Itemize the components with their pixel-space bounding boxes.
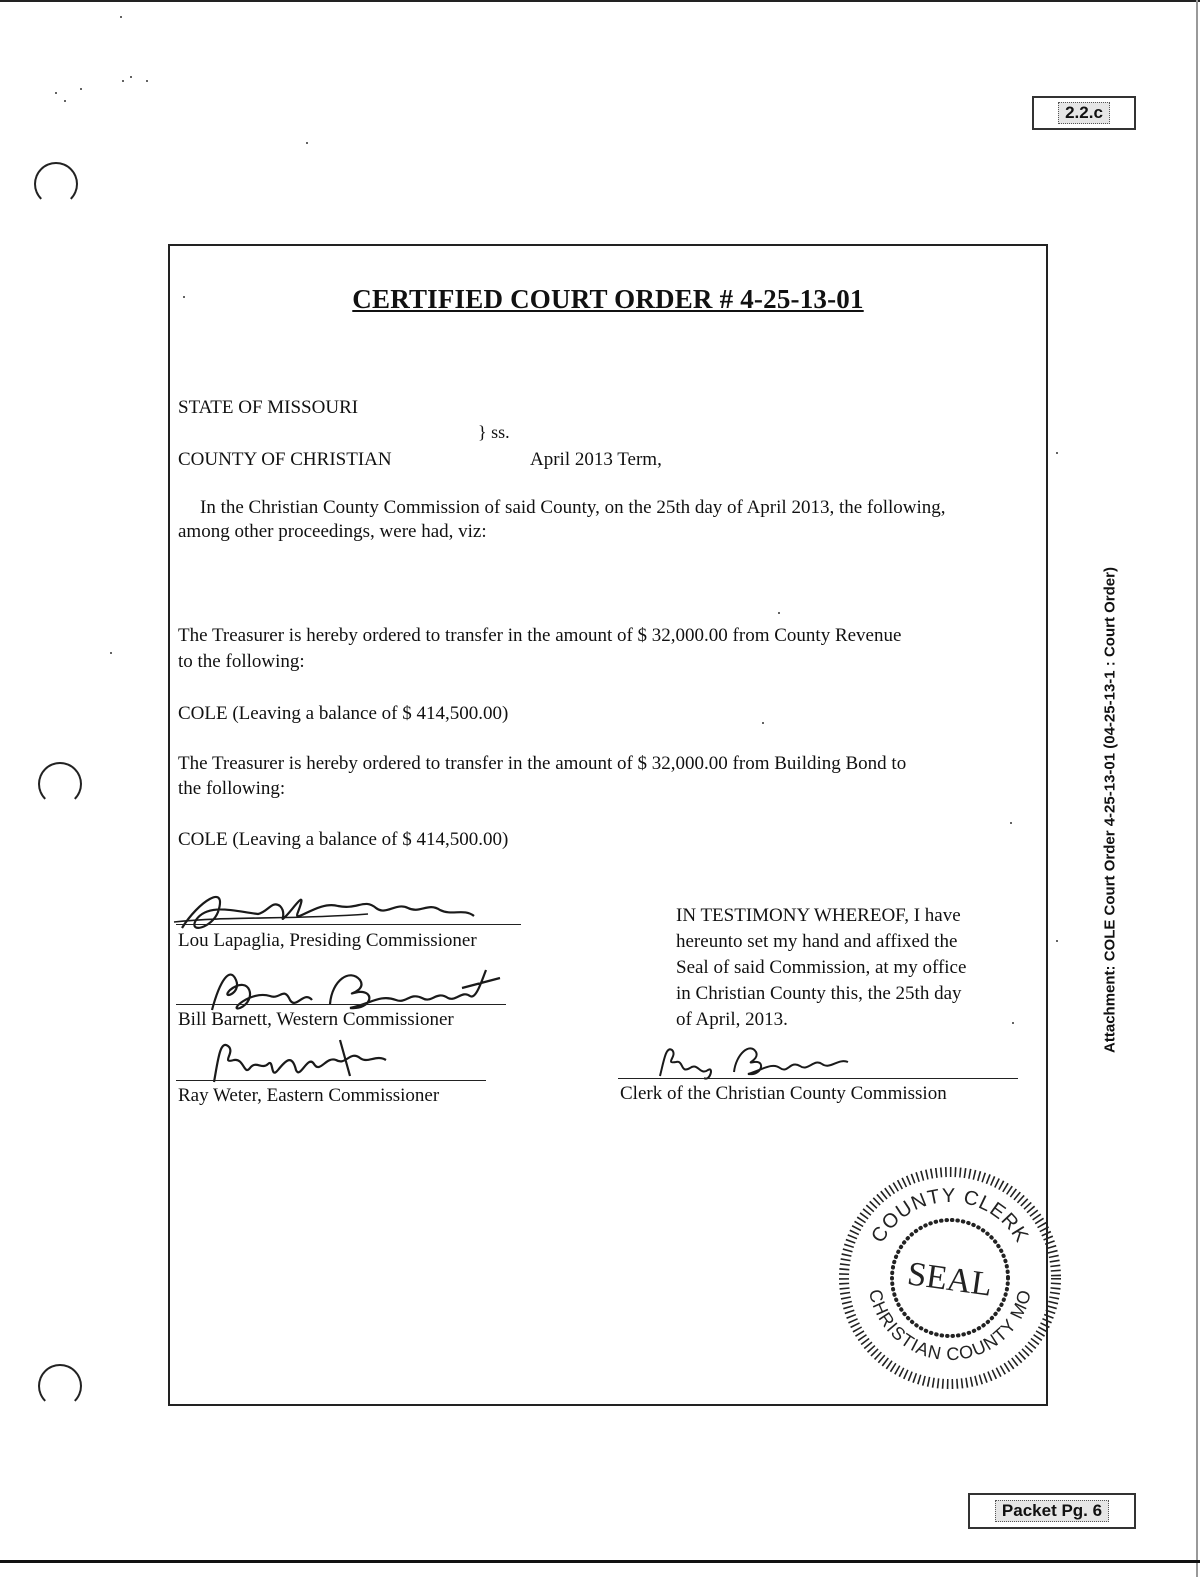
agenda-tag: [1032, 96, 1136, 130]
scan-speck: [64, 100, 66, 102]
punch-hole: [38, 1364, 82, 1408]
scan-speck: [306, 142, 308, 144]
clerk-label: Clerk of the Christian County Commission: [620, 1083, 947, 1104]
commissioner1-label: Lou Lapaglia, Presiding Commissioner: [178, 930, 477, 951]
order2-line2: the following:: [178, 778, 286, 799]
testimony-line5: of April, 2013.: [676, 1009, 788, 1030]
state-line: STATE OF MISSOURI: [178, 397, 359, 418]
testimony-line4: in Christian County this, the 25th day: [676, 983, 962, 1004]
scan-speck: [80, 88, 82, 90]
testimony-line3: Seal of said Commission, at my office: [676, 957, 967, 978]
signature-ray-weter: [200, 1030, 400, 1086]
testimony-line1: IN TESTIMONY WHEREOF, I have: [676, 905, 961, 926]
scan-speck: [120, 16, 122, 18]
svg-text:CHRISTIAN COUNTY MO: [865, 1287, 1035, 1364]
scan-speck: [122, 80, 124, 82]
signature-line-2: [176, 1004, 506, 1005]
packet-page-tag: [968, 1493, 1136, 1529]
scan-speck: [146, 80, 148, 82]
signature-line-1: [176, 924, 521, 925]
scan-speck: [110, 652, 112, 654]
document-title: CERTIFIED COURT ORDER # 4-25-13-01: [352, 284, 864, 314]
scan-speck: [1056, 940, 1058, 942]
scan-speck: [1056, 452, 1058, 454]
order1-line1: The Treasurer is hereby ordered to transfer in the amount of $ 32,000.00 from County Revenue: [178, 625, 902, 646]
commissioner3-label: Ray Weter, Eastern Commissioner: [178, 1085, 440, 1106]
agenda-tag-text: 2.2.c: [1058, 102, 1110, 124]
scan-speck: [130, 76, 132, 78]
county-clerk-seal: [838, 1166, 1062, 1390]
commissioner2-label: Bill Barnett, Western Commissioner: [178, 1009, 454, 1030]
term-line: April 2013 Term,: [530, 449, 662, 470]
balance2-line: COLE (Leaving a balance of $ 414,500.00): [178, 829, 509, 850]
page-bottom-edge: [0, 1560, 1200, 1563]
ss-bracket: } ss.: [478, 422, 510, 442]
signature-kay-brown: [650, 1036, 870, 1084]
seal-center-text: SEAL: [905, 1255, 995, 1304]
testimony-line2: hereunto set my hand and affixed the: [676, 931, 958, 952]
county-line: COUNTY OF CHRISTIAN: [178, 449, 392, 470]
page-right-edge: [1196, 0, 1198, 1577]
signature-line-clerk: [618, 1078, 1018, 1079]
attachment-side-label: Attachment: COLE Court Order 4-25-13-01 (04-25-13-1 : Court Order): [1101, 567, 1119, 1053]
punch-hole: [38, 762, 82, 806]
order2-line1: The Treasurer is hereby ordered to transfer in the amount of $ 32,000.00 from Building Bond to: [178, 753, 907, 774]
signature-line-3: [176, 1080, 486, 1081]
seal-top-text: COUNTY CLERK: [867, 1184, 1033, 1247]
order1-line2: to the following:: [178, 651, 305, 672]
intro-paragraph: In the Christian County Commission of said County, on the 25th day of April 2013, the following, among other proceedings, were had, viz:: [178, 497, 946, 542]
page-top-edge: [0, 0, 1200, 2]
punch-hole: [34, 162, 78, 206]
balance1-line: COLE (Leaving a balance of $ 414,500.00): [178, 703, 509, 724]
seal-bottom-text: CHRISTIAN COUNTY MO: [864, 1287, 1036, 1365]
packet-page-text: Packet Pg. 6: [995, 1500, 1109, 1522]
scan-speck: [55, 92, 57, 94]
